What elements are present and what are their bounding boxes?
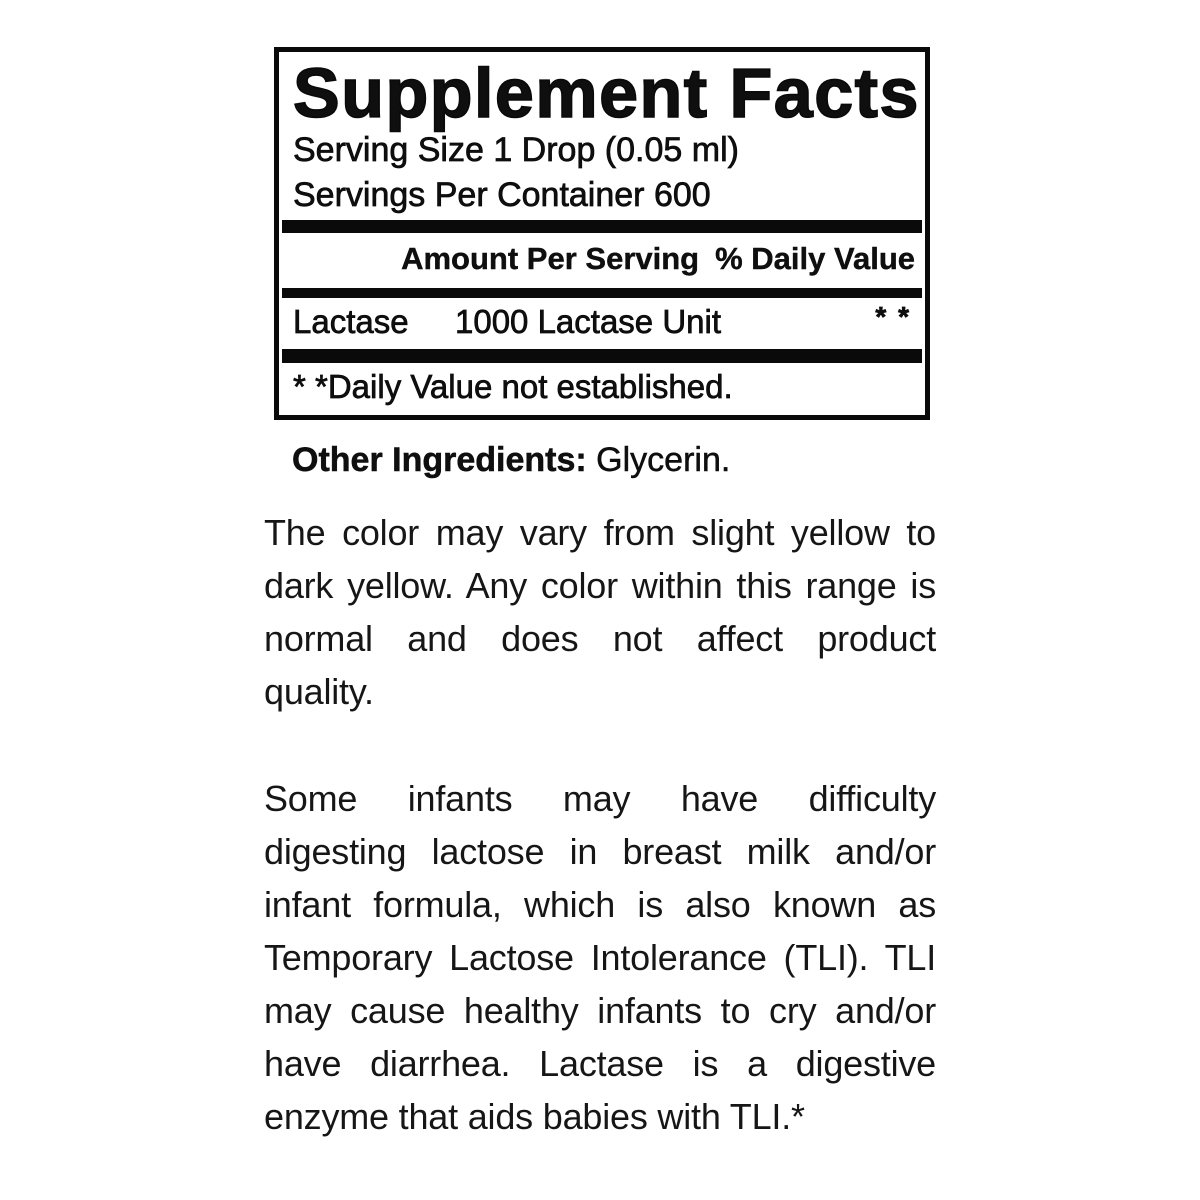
paragraph-line: enzyme that aids babies with TLI.* <box>264 1096 805 1137</box>
tli-info-paragraph <box>264 772 936 1143</box>
servings-per-container-line: Servings Per Container 600 <box>293 176 711 214</box>
nutrient-daily-value: * * <box>875 301 911 332</box>
supplement-facts-panel <box>274 47 930 420</box>
rule-middle <box>282 288 922 298</box>
paragraph-line: digesting lactose in breast milk and/or <box>264 831 936 872</box>
nutrient-name: Lactase <box>293 303 409 340</box>
other-ingredients-line <box>292 441 730 479</box>
paragraph-line: infant formula, which is also known as <box>264 884 936 925</box>
thick-rule-top <box>282 220 922 233</box>
paragraph-line: have diarrhea. Lactase is a digestive <box>264 1043 936 1084</box>
paragraph-line: Some infants may have difficulty <box>264 778 936 819</box>
other-ingredients-value: Glycerin. <box>596 441 731 479</box>
paragraph-line: may cause healthy infants to cry and/or <box>264 990 936 1031</box>
amount-header-row <box>293 243 915 275</box>
daily-value-header: % Daily Value <box>715 241 915 276</box>
paragraph-line: Temporary Lactose Intolerance (TLI). TLI <box>264 937 936 978</box>
daily-value-footnote: * *Daily Value not established. <box>293 368 733 405</box>
paragraph-line: The color may vary from slight yellow to <box>264 512 936 553</box>
color-note-paragraph <box>264 506 936 718</box>
paragraph-line: normal and does not affect product <box>264 618 936 659</box>
nutrient-row-lactase <box>293 301 911 340</box>
thick-rule-bottom <box>282 349 922 363</box>
serving-size-line: Serving Size 1 Drop (0.05 ml) <box>293 131 739 169</box>
other-ingredients-label: Other Ingredients: <box>292 441 587 479</box>
nutrient-amount: 1000 Lactase Unit <box>455 303 722 340</box>
paragraph-line: dark yellow. Any color within this range is <box>264 565 936 606</box>
amount-per-serving-header: Amount Per Serving <box>401 241 700 276</box>
paragraph-line: quality. <box>264 671 374 712</box>
supplement-facts-title: Supplement Facts <box>293 54 920 132</box>
